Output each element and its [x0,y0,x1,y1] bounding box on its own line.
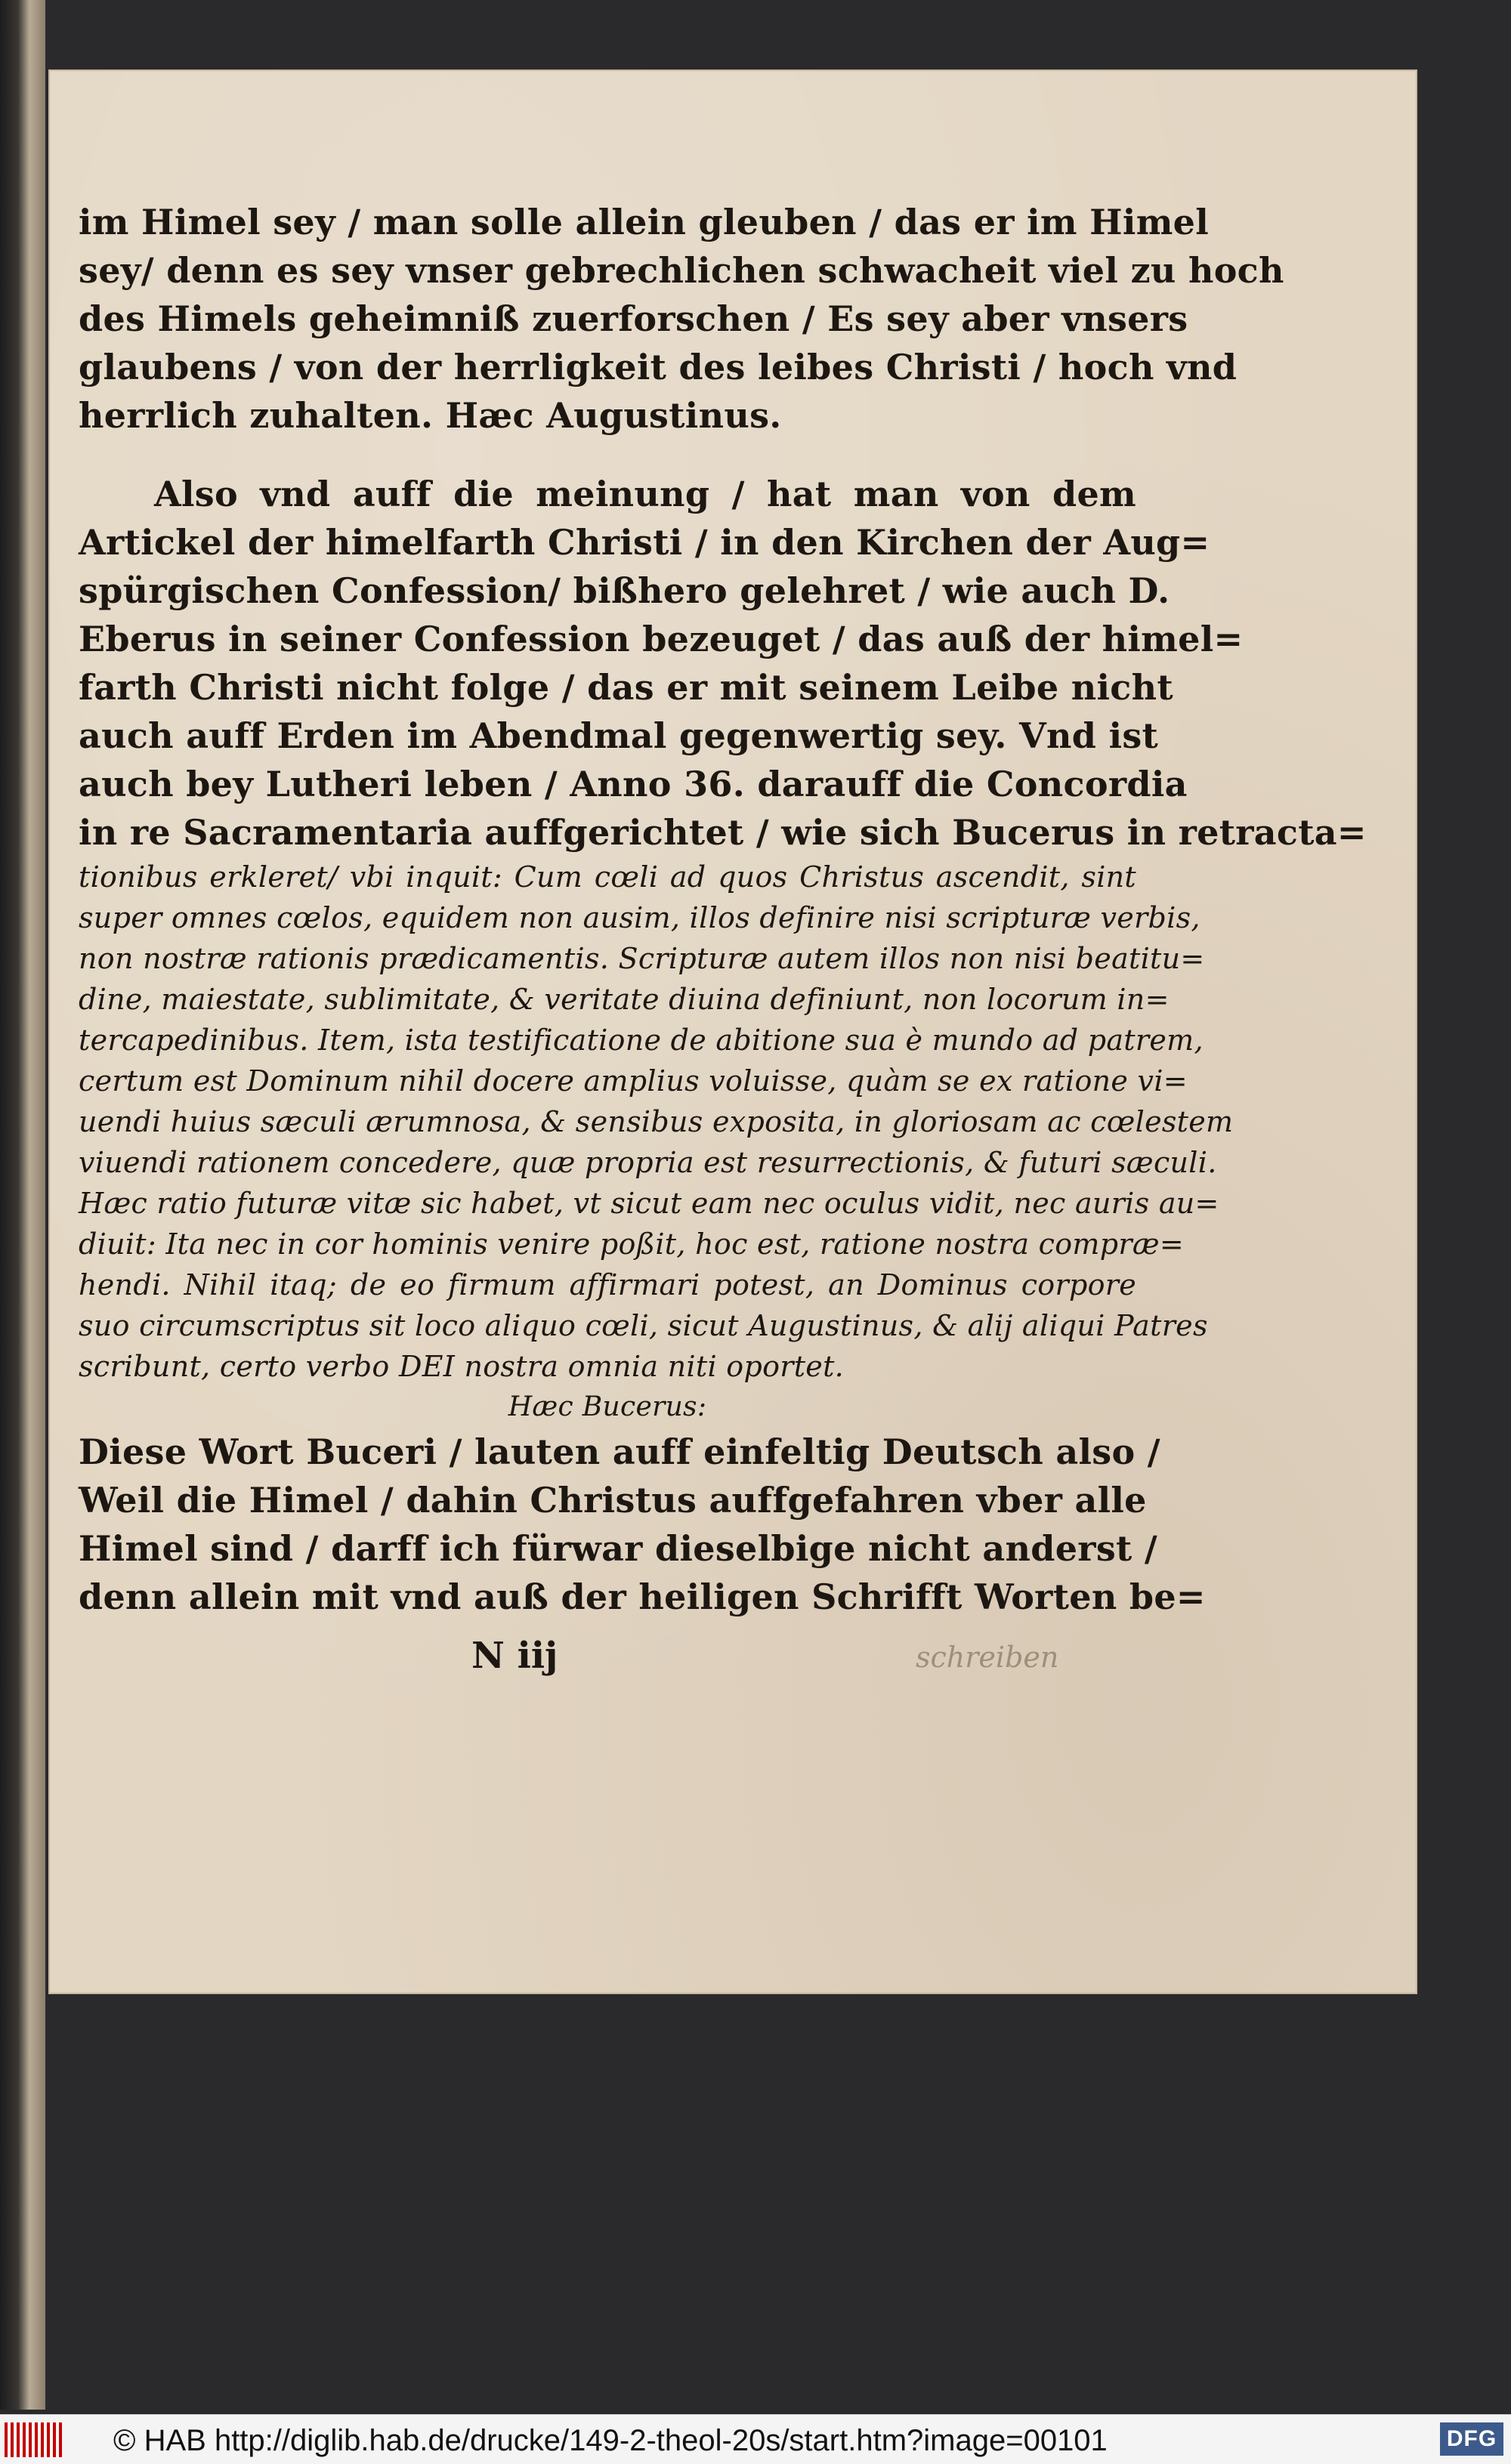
latin-line: viuendi rationem concedere, quæ propria est resurrectionis, & futuri sæculi. [79,1146,1217,1179]
latin-line: uendi huius sæculi ærumnosa, & sensibus exposita, in gloriosam ac cœlestem [79,1105,1234,1138]
page-text [79,198,1367,1621]
latin-line: scribunt, certo verbo DEI nostra omnia niti oportet. [79,1350,845,1383]
text-line: spürgischen Confession/ bißhero gelehret / wie auch D. [79,570,1170,611]
text-line: farth Christi nicht folge / das er mit seinem Leibe nicht [79,667,1173,708]
text-line: sey/ denn es sey vnser gebrechlichen schwacheit viel zu hoch [79,250,1284,291]
latin-line: dine, maiestate, sublimitate, & veritate diuina definiunt, non locorum in= [79,983,1170,1016]
latin-line: tionibus erkleret/ vbi inquit: Cum cœli ad quos Christus ascendit, sint [79,860,1136,894]
paragraph-start-line: Also vnd auff die meinung / hat man von dem [154,474,1136,514]
text-line: in re Sacramentaria auffgerichtet / wie sich Bucerus in retracta= [79,812,1367,853]
latin-line: tercapedinibus. Item, ista testificatione de abitione sua è mundo ad patrem, [79,1024,1204,1057]
attribution-line: Hæc Bucerus: [508,1391,707,1422]
dfg-logo-badge: DFG [1440,2422,1503,2456]
latin-line: suo circumscriptus sit loco aliquo cœli, sicut Augustinus, & alij aliqui Patres [79,1309,1208,1342]
text-line: Diese Wort Buceri / lauten auff einfeltig Deutsch also / [79,1431,1160,1472]
text-line: im Himel sey / man solle allein gleuben / das er im Himel [79,202,1210,242]
latin-line: non nostræ rationis prædicamentis. Scripturæ autem illos non nisi beatitu= [79,942,1205,975]
signature-mark: N iij [471,1635,558,1677]
text-line: Himel sind / darff ich fürwar dieselbige nicht anderst / [79,1528,1157,1569]
text-line: denn allein mit vnd auß der heiligen Schrifft Worten be= [79,1576,1206,1617]
viewer-footer [0,2414,1511,2464]
text-line: herrlich zuhalten. Hæc Augustinus. [79,395,782,436]
text-line: auch bey Lutheri leben / Anno 36. darauff die Concordia [79,764,1188,804]
latin-line: super omnes cœlos, equidem non ausim, illos definire nisi scripturæ verbis, [79,901,1200,934]
book-binding-edge [0,0,45,2410]
hab-logo-icon [5,2422,65,2457]
text-line: Weil die Himel / dahin Christus auffgefahren vber alle [79,1480,1147,1521]
catchword: schreiben [916,1641,1059,1674]
book-page [48,69,1417,1994]
text-line: Eberus in seiner Confession bezeuget / das auß der himel= [79,619,1244,659]
latin-line: Hæc ratio futuræ vitæ sic habet, vt sicut eam nec oculus vidit, nec auris au= [79,1187,1219,1220]
text-line: auch auff Erden im Abendmal gegenwertig sey. Vnd ist [79,715,1159,756]
text-line: Artickel der himelfarth Christi / in den Kirchen der Aug= [79,522,1210,563]
text-line: des Himels geheimniß zuerforschen / Es sey aber vnsers [79,298,1188,339]
latin-line: certum est Dominum nihil docere amplius voluisse, quàm se ex ratione vi= [79,1064,1188,1098]
copyright-link[interactable]: © HAB http://diglib.hab.de/drucke/149-2-theol-20s/start.htm?image=00101 [113,2424,1108,2457]
latin-line: diuit: Ita nec in cor hominis venire poßit, hoc est, ratione nostra compræ= [79,1227,1184,1261]
latin-line: hendi. Nihil itaq; de eo firmum affirmari potest, an Dominus corpore [79,1268,1136,1301]
text-line: glaubens / von der herrligkeit des leibes Christi / hoch vnd [79,347,1238,388]
